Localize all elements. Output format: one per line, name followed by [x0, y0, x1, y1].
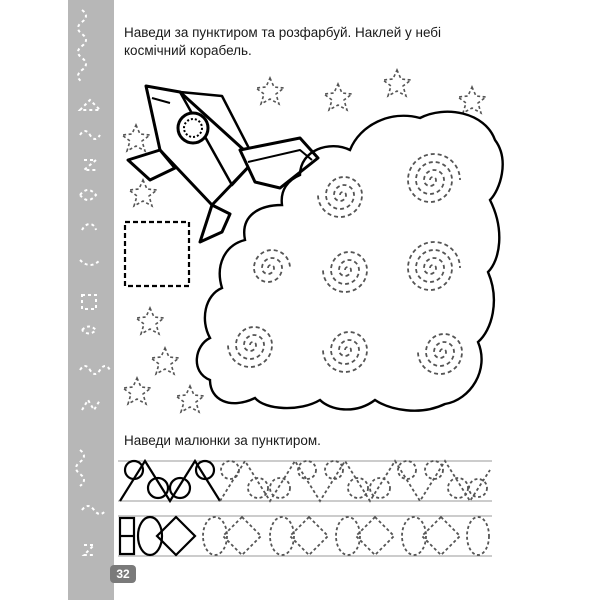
tracing-row-2 [118, 516, 492, 556]
tracing-row-1 [118, 461, 492, 501]
instruction-bottom: Наведи малюнки за пунктиром. [124, 433, 321, 448]
dashed-spirals [228, 154, 462, 374]
side-strip-tracing-patterns [76, 10, 110, 555]
sticker-placeholder-square [125, 222, 189, 286]
page-number-badge: 32 [110, 565, 136, 583]
rocket-drawing [128, 86, 318, 242]
instruction-top: Наведи за пунктиром та розфарбуй. Наклей у небі космічний корабель. [124, 25, 442, 58]
